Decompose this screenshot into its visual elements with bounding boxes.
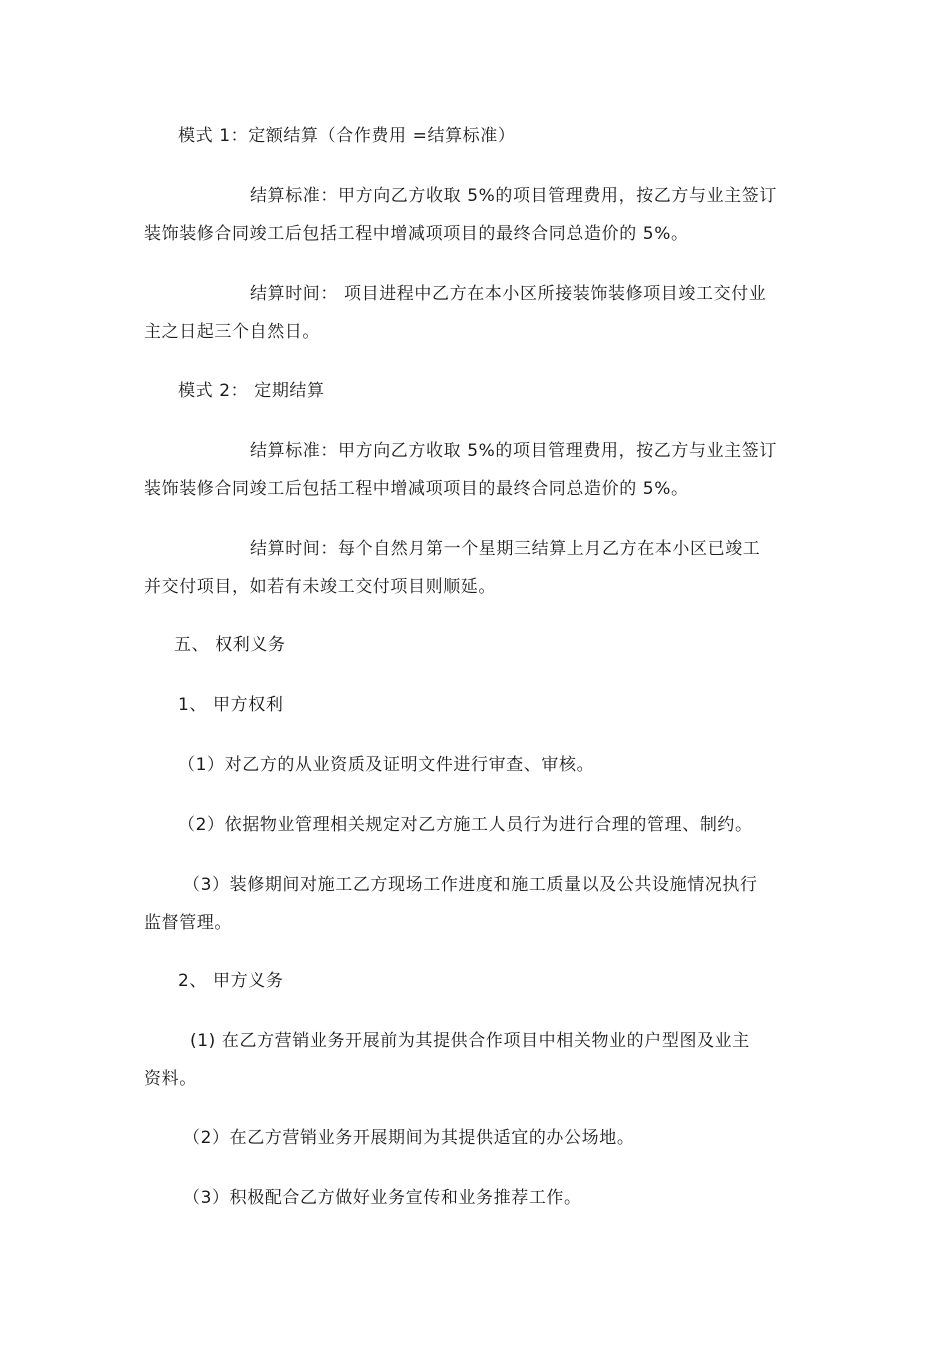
mode1-heading: 模式 1：定额结算（合作费用 =结算标准）: [178, 126, 516, 146]
section5-heading: 五、 权利义务: [174, 635, 286, 655]
party-a-duties-heading: 2、 甲方义务: [178, 971, 284, 991]
mode1-standard-line2: 装饰装修合同竣工后包括工程中增减项项目的最终合同总造价的 5%。: [144, 224, 689, 244]
party-a-rights-item3-line1: （3）装修期间对施工乙方现场工作进度和施工质量以及公共设施情况执行: [183, 875, 758, 895]
mode2-standard-line2: 装饰装修合同竣工后包括工程中增减项项目的最终合同总造价的 5%。: [144, 479, 689, 499]
mode1-standard-line1: 结算标准：甲方向乙方收取 5%的项目管理费用，按乙方与业主签订: [250, 186, 777, 206]
mode1-time-line2: 主之日起三个自然日。: [144, 322, 320, 342]
party-a-rights-item1: （1）对乙方的从业资质及证明文件进行审查、审核。: [178, 755, 595, 775]
party-a-duties-item1-line1: (1) 在乙方营销业务开展前为其提供合作项目中相关物业的户型图及业主: [190, 1031, 750, 1051]
mode2-heading: 模式 2： 定期结算: [178, 381, 325, 401]
party-a-duties-item2: （2）在乙方营销业务开展期间为其提供适宜的办公场地。: [183, 1128, 635, 1148]
mode1-time-line1: 结算时间： 项目进程中乙方在本小区所接装饰装修项目竣工交付业: [250, 284, 767, 304]
party-a-rights-heading: 1、 甲方权利: [178, 695, 284, 715]
party-a-duties-item1-line2: 资料。: [144, 1069, 197, 1089]
party-a-rights-item2: （2）依据物业管理相关规定对乙方施工人员行为进行合理的管理、制约。: [178, 815, 753, 835]
mode2-time-line2: 并交付项目，如若有未竣工交付项目则顺延。: [144, 577, 496, 597]
party-a-rights-item3-line2: 监督管理。: [144, 913, 232, 933]
mode2-standard-line1: 结算标准：甲方向乙方收取 5%的项目管理费用，按乙方与业主签订: [250, 441, 777, 461]
party-a-duties-item3: （3）积极配合乙方做好业务宣传和业务推荐工作。: [183, 1188, 582, 1208]
mode2-time-line1: 结算时间：每个自然月第一个星期三结算上月乙方在本小区已竣工: [250, 539, 761, 559]
